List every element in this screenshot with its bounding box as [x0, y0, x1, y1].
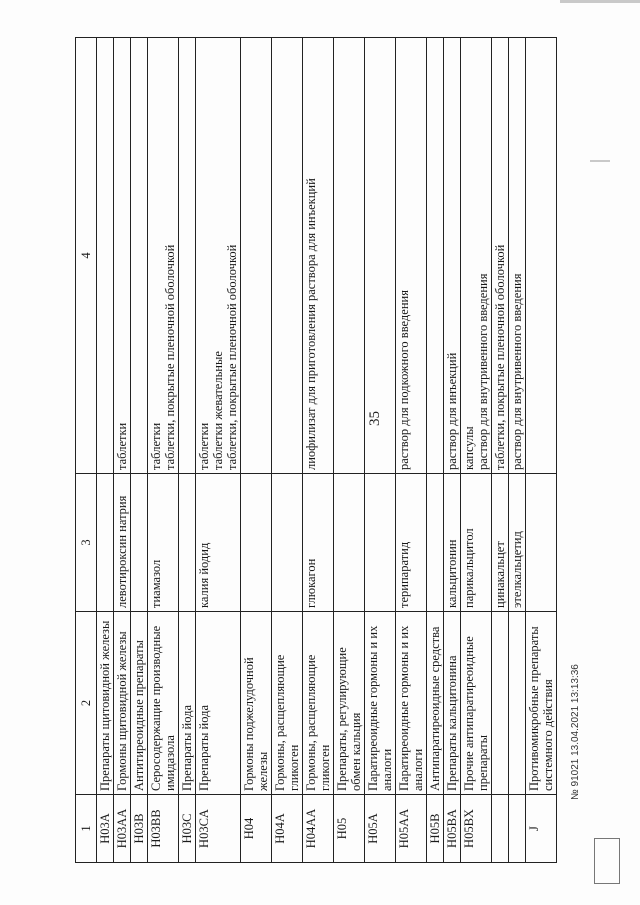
form-cell — [179, 38, 196, 474]
code-cell: H05BA — [444, 795, 461, 863]
form-cell — [272, 38, 303, 474]
code-cell: H04AA — [303, 795, 334, 863]
code-cell: H04A — [272, 795, 303, 863]
table-row — [303, 38, 334, 863]
table-row — [396, 38, 427, 863]
signature-footer: № 91021 13.04.2021 13:13:36 — [570, 664, 581, 800]
drug-cell: парикальцитол — [461, 474, 492, 612]
drug-cell: тиамазол — [148, 474, 179, 612]
form-cell — [241, 38, 272, 474]
drug-cell — [526, 474, 557, 612]
drug-cell: кальцитонин — [444, 474, 461, 612]
table-row — [272, 38, 303, 863]
column-header: 3 — [76, 474, 97, 612]
table-row — [526, 38, 557, 863]
form-cell: таблетки — [114, 38, 131, 474]
table-row — [444, 38, 461, 863]
form-cell: капсулы раствор для внутривенного введения — [461, 38, 492, 474]
name-cell: Гормоны, расщепляющие гликоген — [303, 612, 334, 795]
table-row — [334, 38, 365, 863]
digital-signature-stamp — [594, 838, 620, 884]
code-cell — [509, 795, 526, 863]
drug-cell — [365, 474, 396, 612]
code-cell: H05A — [365, 795, 396, 863]
code-cell: H05B — [427, 795, 444, 863]
form-cell — [365, 38, 396, 474]
table-header-row — [76, 38, 97, 863]
scan-artifact — [590, 160, 610, 162]
code-cell: H03AA — [114, 795, 131, 863]
table-row — [461, 38, 492, 863]
page-number: 35 — [367, 411, 383, 426]
table-row — [241, 38, 272, 863]
table-row — [148, 38, 179, 863]
drug-cell — [131, 474, 148, 612]
form-cell: таблетки таблетки жевательные таблетки, покрытые пленочной оболочкой — [196, 38, 241, 474]
code-cell: H03C — [179, 795, 196, 863]
name-cell: Гормоны, расщепляющие гликоген — [272, 612, 303, 795]
drug-cell: цинакальцет — [492, 474, 509, 612]
code-cell — [492, 795, 509, 863]
column-header: 4 — [76, 38, 97, 474]
form-cell: раствор для внутривенного введения — [509, 38, 526, 474]
drug-cell: глюкагон — [303, 474, 334, 612]
drug-cell: терипаратид — [396, 474, 427, 612]
table-row — [427, 38, 444, 863]
form-cell — [97, 38, 114, 474]
code-cell: H04 — [241, 795, 272, 863]
code-cell: H03BB — [148, 795, 179, 863]
name-cell: Препараты щитовидной железы — [97, 612, 114, 795]
column-header: 1 — [76, 795, 97, 863]
drug-cell — [427, 474, 444, 612]
name-cell: Серосодержащие производные имидазола — [148, 612, 179, 795]
table-row — [179, 38, 196, 863]
table-row — [114, 38, 131, 863]
drug-cell — [241, 474, 272, 612]
form-cell — [427, 38, 444, 474]
name-cell: Противомикробные препараты системного действия — [526, 612, 557, 795]
name-cell — [492, 612, 509, 795]
drug-cell: калия йодид — [196, 474, 241, 612]
table-row — [509, 38, 526, 863]
form-cell — [526, 38, 557, 474]
name-cell: Препараты, регулирующие обмен кальция — [334, 612, 365, 795]
name-cell — [509, 612, 526, 795]
form-cell: лиофилизат для приготовления раствора для инъекций — [303, 38, 334, 474]
table-row — [97, 38, 114, 863]
code-cell: H05BX — [461, 795, 492, 863]
table-row — [365, 38, 396, 863]
drug-table — [75, 37, 557, 863]
drug-cell — [97, 474, 114, 612]
drug-cell: левотироксин натрия — [114, 474, 131, 612]
code-cell: H05AA — [396, 795, 427, 863]
drug-table-rotated — [75, 38, 554, 863]
scan-artifact — [560, 0, 640, 3]
drug-cell: этелкальцетид — [509, 474, 526, 612]
name-cell: Антипаратиреоидные средства — [427, 612, 444, 795]
name-cell: Гормоны щитовидной железы — [114, 612, 131, 795]
code-cell: J — [526, 795, 557, 863]
name-cell: Антитиреоидные препараты — [131, 612, 148, 795]
table-row — [131, 38, 148, 863]
table-row — [492, 38, 509, 863]
code-cell: H03CA — [196, 795, 241, 863]
name-cell: Препараты йода — [179, 612, 196, 795]
column-header: 2 — [76, 612, 97, 795]
form-cell: таблетки, покрытые пленочной оболочкой — [492, 38, 509, 474]
name-cell: Препараты йода — [196, 612, 241, 795]
form-cell: раствор для инъекций — [444, 38, 461, 474]
form-cell — [334, 38, 365, 474]
name-cell: Препараты кальцитонина — [444, 612, 461, 795]
form-cell: таблетки таблетки, покрытые пленочной оболочкой — [148, 38, 179, 474]
code-cell: H03A — [97, 795, 114, 863]
drug-cell — [179, 474, 196, 612]
name-cell: Гормоны поджелудочной железы — [241, 612, 272, 795]
table-row — [196, 38, 241, 863]
form-cell: раствор для подкожного введения — [396, 38, 427, 474]
code-cell: H05 — [334, 795, 365, 863]
code-cell: H03B — [131, 795, 148, 863]
name-cell: Прочие антипаратиреоидные препараты — [461, 612, 492, 795]
name-cell: Паратиреоидные гормоны и их аналоги — [365, 612, 396, 795]
drug-cell — [272, 474, 303, 612]
name-cell: Паратиреоидные гормоны и их аналоги — [396, 612, 427, 795]
drug-cell — [334, 474, 365, 612]
form-cell — [131, 38, 148, 474]
